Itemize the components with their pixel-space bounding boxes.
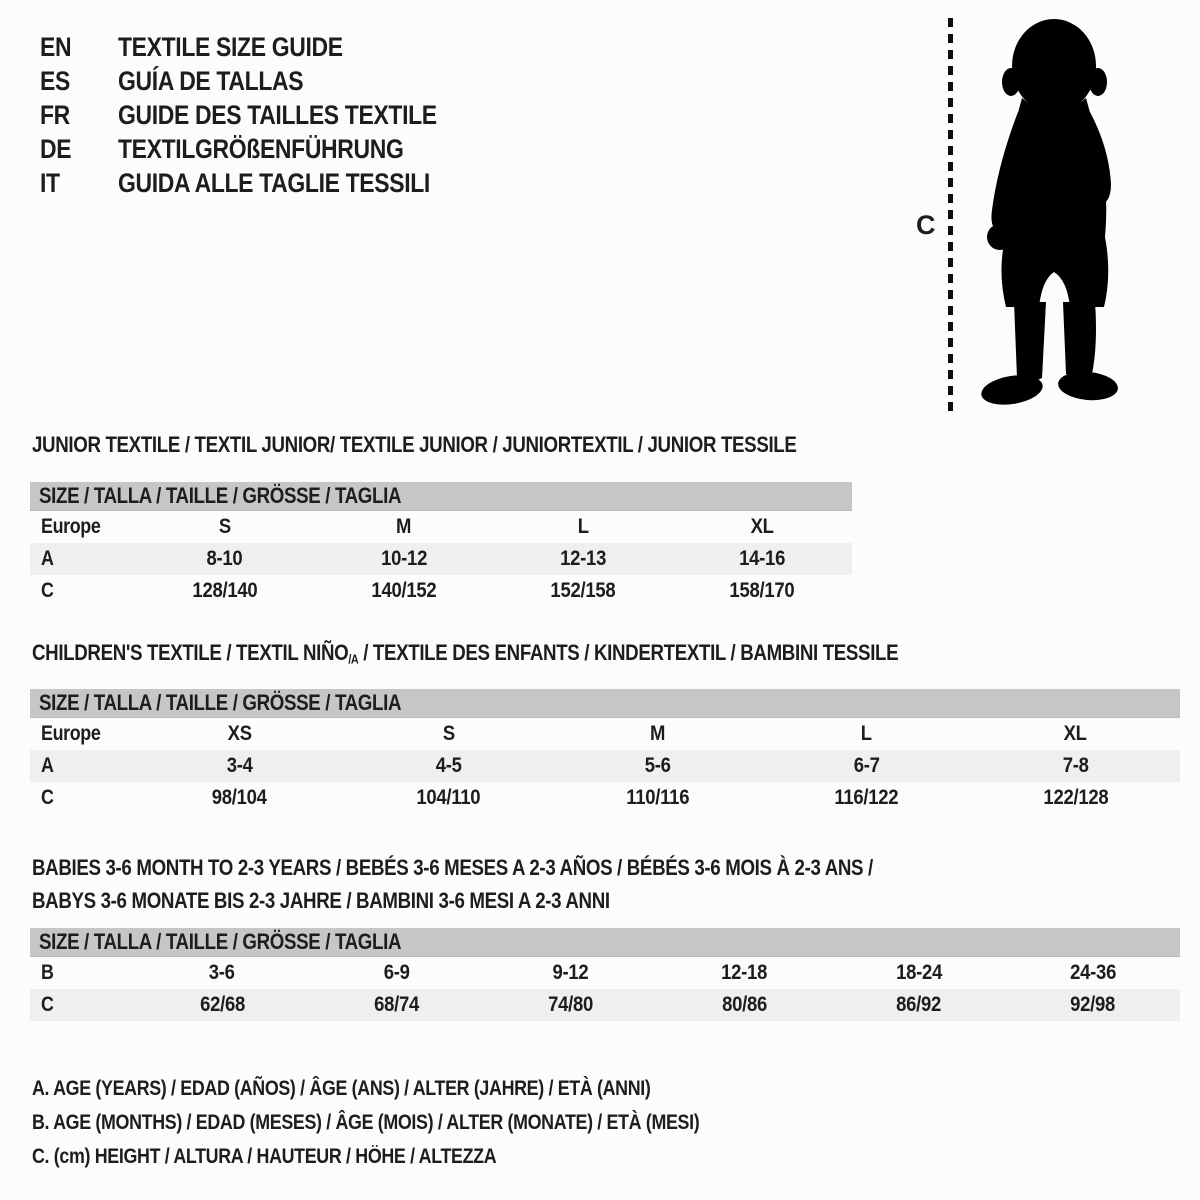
table-row: A 3-4 4-5 5-6 6-7 7-8 [30,750,1180,782]
language-row-en [40,30,493,64]
legend-block [32,1072,817,1174]
language-code: ES [40,66,70,96]
row-label: Europe [41,515,101,538]
table-row: A 8-10 10-12 12-13 14-16 [30,543,852,575]
babies-section-title: BABIES 3-6 MONTH TO 2-3 YEARS / BEBÉS 3-6 MESES A 2-3 AÑOS / BÉBÉS 3-6 MOIS À 2-3 ANS / BABYS 3-6 MONATE BIS 2-3 JAHRE / BAMBINI 3-6 MESI A 2-3 ANNI [32,855,873,913]
row-label: C [41,786,54,809]
junior-section-title: JUNIOR TEXTILE / TEXTIL JUNIOR/ TEXTILE JUNIOR / JUNIORTEXTIL / JUNIOR TESSILE [32,432,797,457]
language-code: FR [40,100,70,130]
babies-size-table [30,928,1180,1021]
legend-line-a: A. AGE (YEARS) / EDAD (AÑOS) / ÂGE (ANS) / ALTER (JAHRE) / ETÀ (ANNI) [32,1077,651,1100]
size-header-band: SIZE / TALLA / TAILLE / GRÖSSE / TAGLIA [30,928,1180,957]
guide-title-de: TEXTILGRÖßENFÜHRUNG [118,134,404,164]
junior-size-table [30,482,852,607]
table-row: C 128/140 140/152 152/158 158/170 [41,579,795,602]
height-measure-label: C [916,210,936,240]
language-title-block [40,30,493,200]
row-label: Europe [41,722,101,745]
table-row: Europe S M L XL [41,515,774,538]
language-row-fr [40,98,493,132]
size-header-band: SIZE / TALLA / TAILLE / GRÖSSE / TAGLIA [30,482,852,511]
language-code: DE [40,134,72,164]
legend-line-b: B. AGE (MONTHS) / EDAD (MESES) / ÂGE (MOIS) / ALTER (MONATE) / ETÀ (MESI) [32,1111,700,1134]
table-row: Europe XS S M L XL [41,722,1088,745]
legend-line-c: C. (cm) HEIGHT / ALTURA / HAUTEUR / HÖHE / ALTEZZA [32,1145,497,1168]
language-row-es [40,64,493,98]
language-row-de [40,132,493,166]
language-code: IT [40,168,60,198]
nino-a-subscript: /A [348,651,359,667]
row-label: C [41,993,54,1016]
table-row: B 3-6 6-9 9-12 12-18 18-24 24-36 [41,961,1116,984]
table-row: C 62/68 68/74 74/80 80/86 86/92 92/98 [30,989,1180,1021]
row-label: A [41,547,54,570]
row-label: B [41,961,54,984]
guide-title-en: TEXTILE SIZE GUIDE [118,32,343,62]
height-measure-line [948,18,953,415]
guide-title-es: GUÍA DE TALLAS [118,66,304,96]
guide-title-fr: GUIDE DES TAILLES TEXTILE [118,100,437,130]
children-size-table [30,689,1180,814]
children-section-title: CHILDREN'S TEXTILE / TEXTIL NIÑO/A / TEXTILE DES ENFANTS / KINDERTEXTIL / BAMBINI TESSILE [32,640,899,667]
toddler-silhouette-icon [962,14,1144,420]
language-row-it [40,166,493,200]
row-label: A [41,754,54,777]
language-code: EN [40,32,72,62]
table-row: C 98/104 104/110 110/116 116/122 122/128 [41,786,1108,809]
guide-title-it: GUIDA ALLE TAGLIE TESSILI [118,168,430,198]
size-header-band: SIZE / TALLA / TAILLE / GRÖSSE / TAGLIA [30,689,1180,718]
row-label: C [41,579,54,602]
